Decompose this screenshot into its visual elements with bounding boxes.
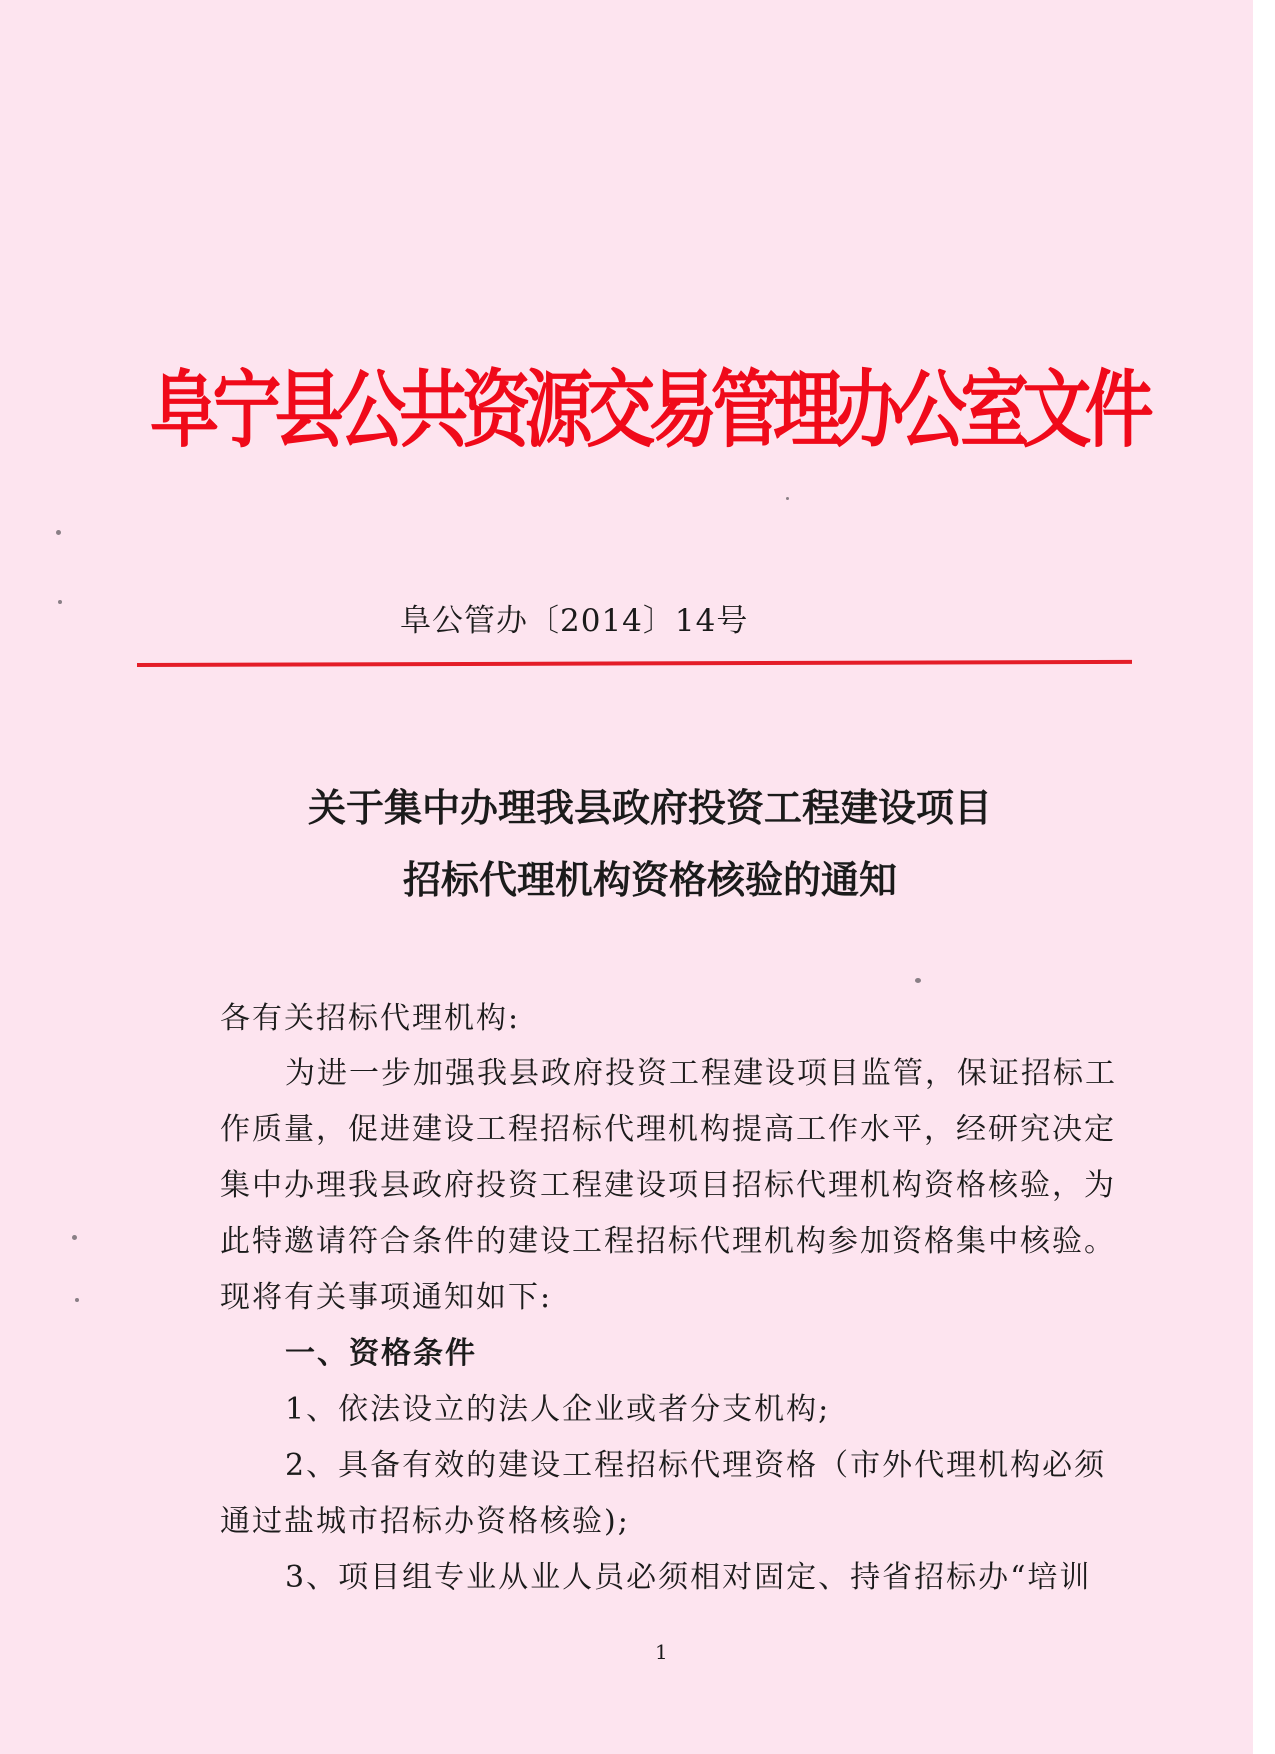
notice-title-line-2: 招标代理机构资格核验的通知 xyxy=(402,858,897,902)
body-line: 集中办理我县政府投资工程建设项目招标代理机构资格核验，为 xyxy=(220,1168,1116,1203)
body-line: 作质量，促进建设工程招标代理机构提高工作水平，经研究决定 xyxy=(220,1112,1116,1147)
scan-speck xyxy=(72,1235,77,1240)
body-line: 为进一步加强我县政府投资工程建设项目监管，保证招标工 xyxy=(285,1056,1117,1091)
list-item: 3、项目组专业从业人员必须相对固定、持省招标办“培训 xyxy=(285,1560,1092,1595)
notice-title-line-1: 关于集中办理我县政府投资工程建设项目 xyxy=(307,786,992,830)
page-number: 1 xyxy=(655,1640,668,1664)
document-number: 阜公管办〔2014〕14号 xyxy=(400,603,749,639)
scan-speck xyxy=(915,978,921,983)
scan-speck xyxy=(56,530,61,535)
scan-speck xyxy=(786,497,789,500)
list-item-continuation: 通过盐城市招标办资格核验); xyxy=(220,1504,630,1539)
scan-page-edge xyxy=(1253,0,1275,1754)
scan-speck xyxy=(75,1298,79,1302)
list-item: 2、具备有效的建设工程招标代理资格（市外代理机构必须 xyxy=(285,1448,1107,1483)
red-separator-line xyxy=(137,660,1132,667)
scan-speck xyxy=(58,600,62,604)
body-line: 现将有关事项通知如下: xyxy=(220,1280,553,1315)
issuing-office-header: 阜宁县公共资源交易管理办公室文件 xyxy=(150,361,1148,459)
body-line: 此特邀请符合条件的建设工程招标代理机构参加资格集中核验。 xyxy=(220,1224,1116,1259)
addressee: 各有关招标代理机构: xyxy=(220,1001,521,1036)
list-item: 1、依法设立的法人企业或者分支机构; xyxy=(285,1392,831,1427)
section-heading: 一、资格条件 xyxy=(285,1336,477,1371)
